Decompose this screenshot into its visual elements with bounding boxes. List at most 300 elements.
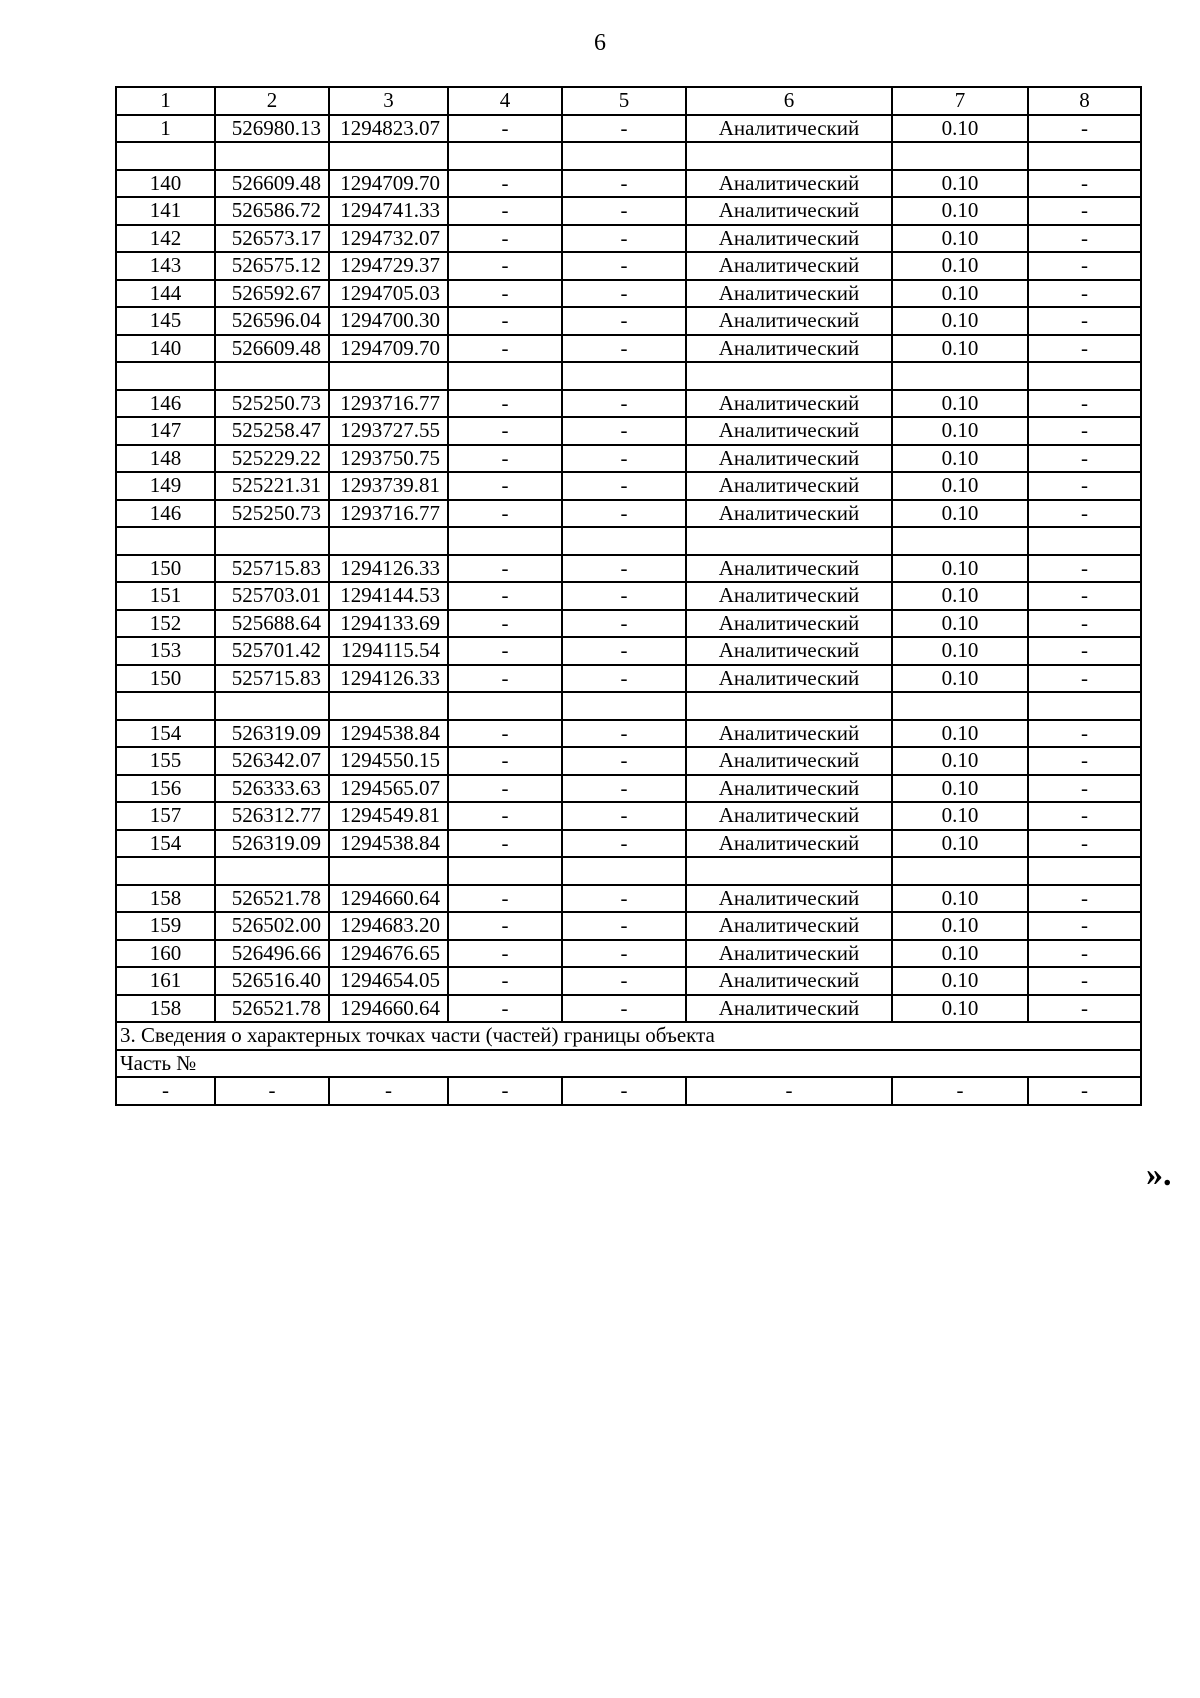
table-cell: 0.10 [892,307,1028,335]
table-cell [892,362,1028,390]
table-cell: - [116,1077,215,1105]
table-cell: 141 [116,197,215,225]
page-number: 6 [594,30,606,56]
table-cell [1028,857,1141,885]
table-cell [686,142,892,170]
table-cell: - [448,500,562,528]
table-cell: 140 [116,170,215,198]
table-cell: - [562,170,686,198]
table-cell: - [1028,417,1141,445]
table-cell: - [1028,912,1141,940]
table-cell: - [448,967,562,995]
table-cell: Аналитический [686,307,892,335]
table-cell [329,527,448,555]
part-row [116,1077,1141,1105]
table-cell: - [1028,665,1141,693]
table-cell: 0.10 [892,967,1028,995]
table-cell: 4 [448,87,562,115]
table-cell: 526333.63 [215,775,329,803]
table-cell: 0.10 [892,610,1028,638]
table-cell: - [1028,995,1141,1023]
table-cell: 3 [329,87,448,115]
table-row [116,995,1141,1023]
table-cell [562,857,686,885]
table-cell: 525221.31 [215,472,329,500]
table-cell: Аналитический [686,555,892,583]
table-cell [448,142,562,170]
table-cell [1028,362,1141,390]
table-cell: 526573.17 [215,225,329,253]
table-cell: 1294741.33 [329,197,448,225]
table-cell [686,362,892,390]
table-cell: 151 [116,582,215,610]
table-cell: 140 [116,335,215,363]
table-cell: - [1028,500,1141,528]
table-cell [329,362,448,390]
coordinates-table [115,86,1142,1106]
table-row [116,747,1141,775]
table-cell: 1294660.64 [329,995,448,1023]
table-row [116,417,1141,445]
table-cell [448,692,562,720]
table-cell: 526592.67 [215,280,329,308]
table-cell: - [562,197,686,225]
table-cell: 7 [892,87,1028,115]
table-row [116,280,1141,308]
table-cell: - [1028,720,1141,748]
table-row [116,665,1141,693]
table-cell: Аналитический [686,445,892,473]
table-cell: - [448,610,562,638]
table-cell: Аналитический [686,417,892,445]
table-cell: - [1028,115,1141,143]
table-cell: - [448,995,562,1023]
table-cell: 1294126.33 [329,555,448,583]
table-cell [448,362,562,390]
table-cell: - [448,802,562,830]
table-cell: 0.10 [892,225,1028,253]
table-cell [116,362,215,390]
table-cell: - [562,610,686,638]
table-cell: Аналитический [686,170,892,198]
table-row [116,692,1141,720]
table-cell: 1294660.64 [329,885,448,913]
table-cell: Аналитический [686,197,892,225]
table-cell: 5 [562,87,686,115]
table-cell: 1294729.37 [329,252,448,280]
table-row [116,500,1141,528]
table-cell [562,692,686,720]
table-cell: Аналитический [686,747,892,775]
table-cell: - [448,280,562,308]
table-cell: Аналитический [686,582,892,610]
table-cell: - [1028,225,1141,253]
table-cell: - [1028,582,1141,610]
table-row [116,775,1141,803]
table-cell: - [1028,445,1141,473]
table-cell: 157 [116,802,215,830]
table-cell: 0.10 [892,747,1028,775]
table-cell: 160 [116,940,215,968]
table-cell: - [562,390,686,418]
table-cell: - [892,1077,1028,1105]
table-cell [562,142,686,170]
table-cell: - [448,582,562,610]
table-cell: 1294676.65 [329,940,448,968]
table-cell: 0.10 [892,472,1028,500]
table-row [116,582,1141,610]
table-cell: - [448,197,562,225]
table-cell: - [448,720,562,748]
table-cell: - [562,802,686,830]
table-cell: 147 [116,417,215,445]
table-cell: - [329,1077,448,1105]
table-cell: 1294683.20 [329,912,448,940]
table-cell: 0.10 [892,830,1028,858]
table-row [116,610,1141,638]
table-cell: 526496.66 [215,940,329,968]
table-cell: 526609.48 [215,170,329,198]
table-cell: 0.10 [892,335,1028,363]
table-cell: - [448,830,562,858]
table-cell: - [562,912,686,940]
table-cell [215,142,329,170]
table-cell: - [1028,170,1141,198]
table-cell: 0.10 [892,390,1028,418]
table-cell [1028,142,1141,170]
table-cell: 150 [116,555,215,583]
table-cell: - [562,582,686,610]
table-cell: - [1028,967,1141,995]
table-cell: 525258.47 [215,417,329,445]
table-cell: 148 [116,445,215,473]
table-cell [116,142,215,170]
table-cell: 142 [116,225,215,253]
table-cell: 153 [116,637,215,665]
table-cell: Аналитический [686,967,892,995]
table-cell: 1 [116,87,215,115]
table-cell: 1293727.55 [329,417,448,445]
table-cell: 152 [116,610,215,638]
table-cell: 0.10 [892,555,1028,583]
table-cell: - [1028,830,1141,858]
table-cell: 526319.09 [215,830,329,858]
table-cell: - [448,940,562,968]
table-cell: 154 [116,830,215,858]
table-cell: - [448,665,562,693]
table-cell: 0.10 [892,802,1028,830]
table-cell: 525701.42 [215,637,329,665]
table-cell: - [1028,390,1141,418]
table-cell: 526502.00 [215,912,329,940]
table-cell: 526312.77 [215,802,329,830]
table-cell: 0.10 [892,280,1028,308]
table-cell: 0.10 [892,775,1028,803]
table-cell: - [1028,555,1141,583]
table-cell: - [562,500,686,528]
table-cell: 525715.83 [215,665,329,693]
table-cell: - [562,417,686,445]
table-row [116,335,1141,363]
table-cell: 526516.40 [215,967,329,995]
table-cell: 0.10 [892,115,1028,143]
table-row [116,115,1141,143]
table-cell: - [448,555,562,583]
table-cell: 526596.04 [215,307,329,335]
table-cell: Аналитический [686,830,892,858]
table-cell: - [562,665,686,693]
table-row [116,142,1141,170]
table-cell: Аналитический [686,500,892,528]
table-cell: - [1028,885,1141,913]
table-cell: 0.10 [892,885,1028,913]
table-row [116,940,1141,968]
table-cell: 0.10 [892,665,1028,693]
table-cell: 1 [116,115,215,143]
table-cell: 526342.07 [215,747,329,775]
table-row [116,555,1141,583]
table-cell: - [1028,637,1141,665]
table-cell: Аналитический [686,280,892,308]
table-cell [562,362,686,390]
table-cell: - [215,1077,329,1105]
table-cell: 1294732.07 [329,225,448,253]
table-cell [892,692,1028,720]
part-label: Часть № [116,1050,1141,1078]
table-cell: 149 [116,472,215,500]
table-cell: 145 [116,307,215,335]
table-cell: Аналитический [686,225,892,253]
table-cell: 1293716.77 [329,390,448,418]
table-cell: Аналитический [686,335,892,363]
table-cell [892,857,1028,885]
table-cell: 526586.72 [215,197,329,225]
table-cell: - [448,1077,562,1105]
table-cell: Аналитический [686,995,892,1023]
table-row [116,967,1141,995]
table-cell: 0.10 [892,500,1028,528]
table-cell: 8 [1028,87,1141,115]
table-cell: 1294133.69 [329,610,448,638]
table-cell: 1294538.84 [329,720,448,748]
table-cell: 0.10 [892,445,1028,473]
table-cell: - [562,885,686,913]
table-cell [329,142,448,170]
table-cell: - [448,775,562,803]
table-cell: Аналитический [686,665,892,693]
table-cell: - [562,225,686,253]
table-cell: Аналитический [686,115,892,143]
table-cell: 1294709.70 [329,170,448,198]
table-cell: 1294550.15 [329,747,448,775]
table-cell: - [1028,335,1141,363]
table-cell: 0.10 [892,637,1028,665]
table-row [116,637,1141,665]
table-cell: Аналитический [686,802,892,830]
table-cell: 158 [116,885,215,913]
table-header-row [116,87,1141,115]
table-cell: - [562,775,686,803]
table-cell [562,527,686,555]
table-cell: 525703.01 [215,582,329,610]
table-cell: 525250.73 [215,390,329,418]
table-cell: - [562,995,686,1023]
table-cell: - [1028,802,1141,830]
table-cell: - [448,170,562,198]
table-cell: 526521.78 [215,995,329,1023]
table-cell: 1294709.70 [329,335,448,363]
table-cell: - [1028,307,1141,335]
table-cell: - [1028,775,1141,803]
table-cell: 1293750.75 [329,445,448,473]
table-cell: 155 [116,747,215,775]
table-cell: Аналитический [686,885,892,913]
table-cell: 158 [116,995,215,1023]
table-row [116,170,1141,198]
table-cell: Аналитический [686,940,892,968]
table-cell: 1294700.30 [329,307,448,335]
table-cell: - [448,747,562,775]
table-cell [215,362,329,390]
table-row [116,802,1141,830]
table-cell: 144 [116,280,215,308]
table-row [116,225,1141,253]
table-cell [116,692,215,720]
table-cell [215,527,329,555]
table-row [116,527,1141,555]
table-cell: 1294549.81 [329,802,448,830]
table-cell: - [448,225,562,253]
table-cell: - [562,1077,686,1105]
table-cell: 156 [116,775,215,803]
table-cell: - [1028,747,1141,775]
table-cell: - [448,252,562,280]
table-cell [116,857,215,885]
table-cell: - [562,940,686,968]
table-cell: - [562,720,686,748]
table-row [116,857,1141,885]
table-cell: - [562,280,686,308]
table-cell: 1293716.77 [329,500,448,528]
table-cell: 0.10 [892,252,1028,280]
table-cell: 526521.78 [215,885,329,913]
table-row [116,720,1141,748]
table-cell [1028,692,1141,720]
table-cell: 161 [116,967,215,995]
table-cell: 0.10 [892,417,1028,445]
table-cell: - [448,390,562,418]
table-cell: 526609.48 [215,335,329,363]
table-cell [1028,527,1141,555]
table-cell: - [562,307,686,335]
table-cell: - [686,1077,892,1105]
table-cell: Аналитический [686,720,892,748]
table-cell: 0.10 [892,940,1028,968]
table-cell: 0.10 [892,197,1028,225]
table-cell [215,857,329,885]
table-cell: 1294565.07 [329,775,448,803]
table-row [116,445,1141,473]
table-cell [116,527,215,555]
table-cell: 1294823.07 [329,115,448,143]
table-cell: Аналитический [686,610,892,638]
table-row [116,390,1141,418]
table-cell: - [448,307,562,335]
table-cell: - [448,335,562,363]
table-cell: - [448,445,562,473]
table-cell: 526980.13 [215,115,329,143]
table-cell: - [448,637,562,665]
table-cell: 143 [116,252,215,280]
table-cell: 1294654.05 [329,967,448,995]
table-cell [215,692,329,720]
table-cell: 525715.83 [215,555,329,583]
table-cell: - [448,115,562,143]
table-cell: 159 [116,912,215,940]
table-cell: Аналитический [686,252,892,280]
table-cell: Аналитический [686,472,892,500]
section-title-row [116,1022,1141,1050]
table-cell: - [562,472,686,500]
table-cell [329,692,448,720]
table-cell: 150 [116,665,215,693]
table-cell [329,857,448,885]
table-cell: 6 [686,87,892,115]
table-cell: 0.10 [892,995,1028,1023]
table-row [116,830,1141,858]
table-cell: - [1028,252,1141,280]
table-cell: - [562,555,686,583]
table-cell: - [562,335,686,363]
table-cell: - [448,472,562,500]
table-cell: 1294144.53 [329,582,448,610]
table-cell: - [1028,280,1141,308]
table-cell: - [562,637,686,665]
table-cell: - [1028,940,1141,968]
table-row [116,885,1141,913]
table-cell [448,527,562,555]
table-cell: 1294705.03 [329,280,448,308]
table-cell: - [562,830,686,858]
table-cell [892,527,1028,555]
table-cell: Аналитический [686,912,892,940]
table-cell: - [1028,197,1141,225]
table-cell: - [562,252,686,280]
table-cell: 1293739.81 [329,472,448,500]
table-cell: 2 [215,87,329,115]
section-title: 3. Сведения о характерных точках части (частей) границы объекта [116,1022,1141,1050]
table-row [116,472,1141,500]
table-cell: - [1028,472,1141,500]
table-cell: - [448,885,562,913]
table-cell: 526575.12 [215,252,329,280]
table-cell: 0.10 [892,720,1028,748]
table-row [116,362,1141,390]
table-cell [686,527,892,555]
table-cell: - [562,967,686,995]
table-cell: Аналитический [686,775,892,803]
table-cell [686,857,892,885]
table-cell: - [562,115,686,143]
table-cell: Аналитический [686,637,892,665]
table-cell [892,142,1028,170]
table-cell: 0.10 [892,170,1028,198]
table-cell: Аналитический [686,390,892,418]
table-cell: 1294115.54 [329,637,448,665]
table-cell [686,692,892,720]
table-row [116,197,1141,225]
table-cell: 146 [116,390,215,418]
